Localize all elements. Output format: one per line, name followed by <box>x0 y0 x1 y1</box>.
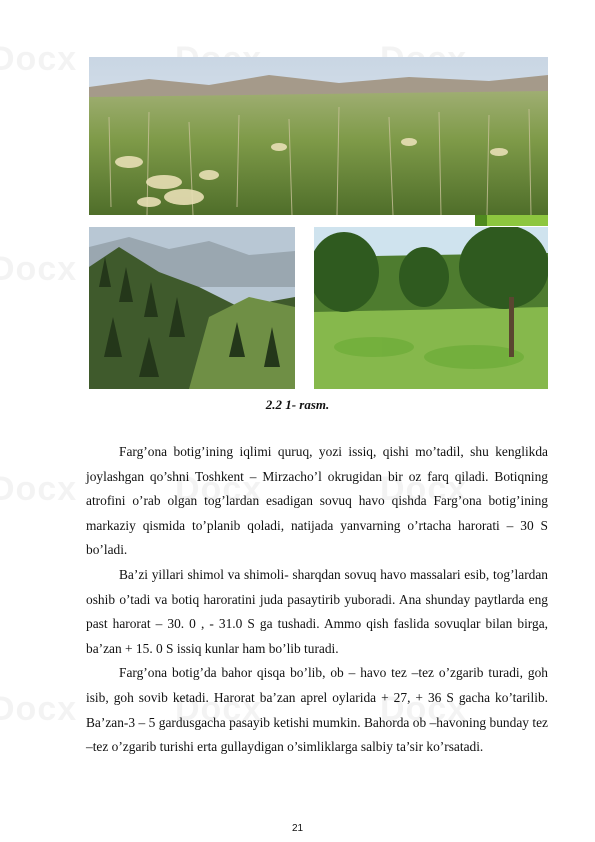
page-number: 21 <box>291 823 304 834</box>
orchard-photo <box>314 227 548 389</box>
figure-caption: 2.2 1- rasm. <box>265 397 330 412</box>
meadow-photo <box>89 57 548 215</box>
paragraph: Farg’ona botig’ining iqlimi quruq, yozi issiq, qishi mo’tadil, shu kenglikda joylashgan qo’shni Toshkent – Mirzacho’l okrugidan bir oz farq qiladi. Botiqning atrofini o’rab olgan tog’lardan esadigan sovuq havo qishda Farg’ona botig’ining markaziy qismida to’planib qoladi, natijada yanvarning o’rtacha harorati – 30 S bo’ladi. <box>86 444 548 558</box>
watermark <box>0 250 77 289</box>
paragraph: Ba’zi yillari shimol va shimoli- sharqdan sovuq havo massalari esib, tog’lardan oshib o’tadi va botiq haroratini juda pasaytirib yuboradi. Ana shunday paytlarda eng past harorat – 30. 0 , - 31.0 S ga tushadi. Ammo qish faslida sovuqlar bilan birga, ba’zan + 15. 0 S issiq kunlar ham bo’lib turadi. <box>86 566 548 656</box>
watermark <box>0 470 77 509</box>
accent-strip-dark <box>475 215 487 226</box>
mountain-forest-photo <box>89 227 295 389</box>
watermark <box>0 40 77 79</box>
body-text <box>86 440 548 760</box>
watermark <box>0 690 77 729</box>
paragraph: Farg’ona botig’da bahor qisqa bo’lib, ob – havo tez –tez o’zgarib turadi, goh isib, goh sovib ketadi. Harorat ba’zan aprel oylarida + 27, + 36 S gacha ko’tarilib. Ba’zan-3 – 5 gardusgacha pasayib ketishi mumkin. Bahorda ob –havoning bunday tez –tez o’zgarib turishi erta gullaydigan o’simliklarga salbiy ta’sir ko’rsatadi. <box>86 665 548 755</box>
